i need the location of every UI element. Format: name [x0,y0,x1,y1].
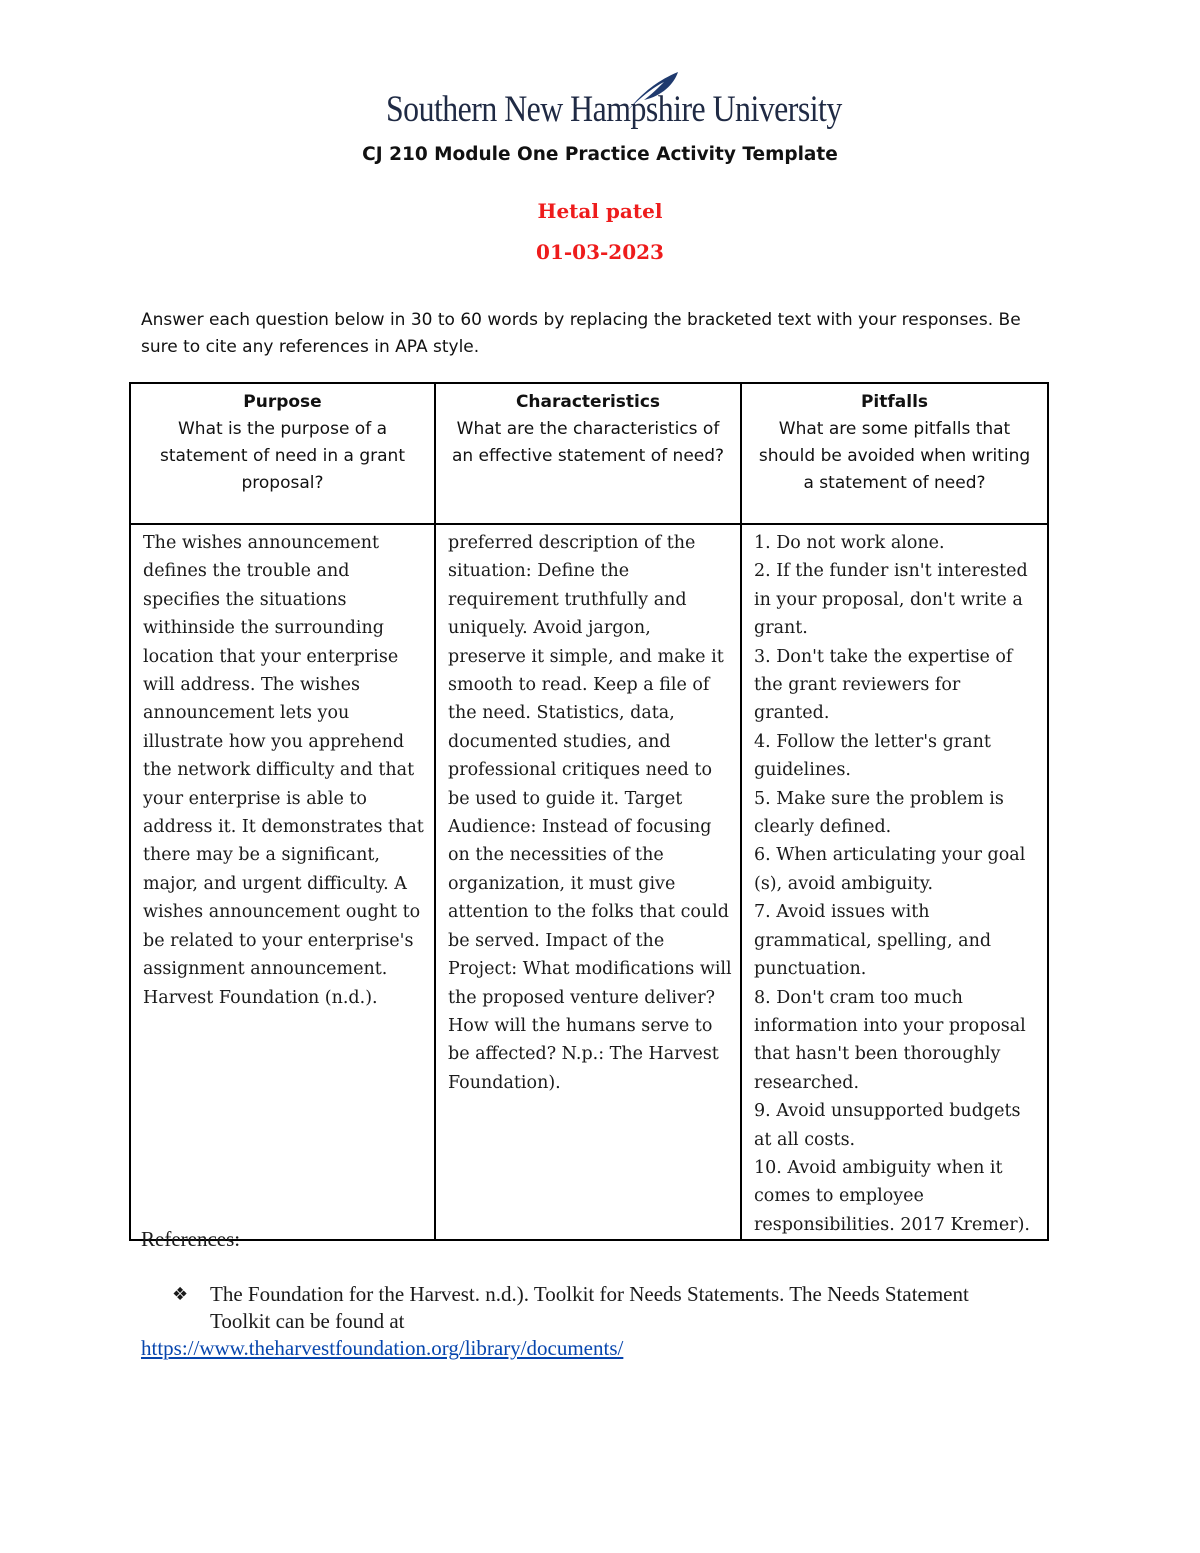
list-item: 5. Make sure the problem is clearly defined. [754,788,1004,838]
list-item: 10. Avoid ambiguity when it comes to employee responsibilities. 2017 Kremer). [754,1157,1030,1235]
column-title: Purpose [243,392,322,412]
activity-table [129,382,1049,1241]
column-title: Characteristics [515,392,661,412]
reference-entry [172,1281,1015,1335]
column-question: What are the characteristics of an effective statement of need? [451,419,725,466]
reference-link[interactable]: https://www.theharvestfoundation.org/library/documents/ [141,1336,624,1360]
references-heading: References: [141,1227,241,1251]
column-question: What is the purpose of a statement of need in a grant proposal? [160,419,405,493]
list-item: 3. Don't take the expertise of the grant reviewers for granted. [754,646,1013,724]
list-item: 9. Avoid unsupported budgets at all costs. [754,1101,1021,1150]
table-answer-row [130,524,1048,1240]
list-item: 1. Do not work alone. [754,533,945,553]
list-item: 6. When articulating your goal (s), avoid ambiguity. [754,845,1026,894]
diamond-bullet-icon: ❖ [172,1284,189,1305]
author-name: Hetal patel [537,199,663,223]
university-logo [386,70,842,136]
column-title: Pitfalls [860,392,929,412]
list-item: 8. Don't cram too much information into your proposal that hasn't been thoroughly researched. [754,987,1026,1093]
list-item: 2. If the funder isn't interested in your proposal, don't write a grant. [754,561,1028,639]
purpose-answer-cell[interactable]: The wishes announcement defines the trouble and specifies the situations withinside the surrounding location that your enterprise will address. The wishes announcement lets you illustrate how you apprehend the network difficulty and that your enterprise is able to address it. It demonstrates that there may be a significant, major, and urgent difficulty. A wishes announcement ought to be related to your enterprise's assignment announcement. Harvest Foundation (n.d.). [130,524,435,1240]
pitfalls-header-cell [741,383,1048,524]
reference-text: The Foundation for the Harvest. n.d.). Toolkit for Needs Statements. The Needs Statement Toolkit can be found at [210,1282,969,1333]
pitfalls-answer-cell[interactable] [741,524,1048,1240]
instructions-paragraph: Answer each question below in 30 to 60 words by replacing the bracketed text with your responses. Be sure to cite any references in APA style. [141,310,1021,357]
purpose-header-cell [130,383,435,524]
list-item: 7. Avoid issues with grammatical, spelling, and punctuation. [754,902,992,980]
characteristics-answer-cell[interactable]: preferred description of the situation: Define the requirement truthfully and uniquely. Avoid jargon, preserve it simple, and make it smooth to read. Keep a file of the need. Statistics, data, documented studies, and professional critiques need to be used to guide it. Target Audience: Instead of focusing on the necessities of the organization, it must give attention to the folks that could be served. Impact of the Project: What modifications will the proposed venture deliver? How will the humans serve to be affected? N.p.: The Harvest Foundation). [435,524,741,1240]
list-item: 4. Follow the letter's grant guidelines. [754,731,991,781]
table-header-row [130,383,1048,524]
logo-wordmark: Southern New Hampshire University [386,89,842,130]
document-title: CJ 210 Module One Practice Activity Template [362,144,838,165]
submission-date: 01-03-2023 [536,240,664,264]
characteristics-header-cell [435,383,741,524]
column-question: What are some pitfalls that should be avoided when writing a statement of need? [758,419,1031,493]
